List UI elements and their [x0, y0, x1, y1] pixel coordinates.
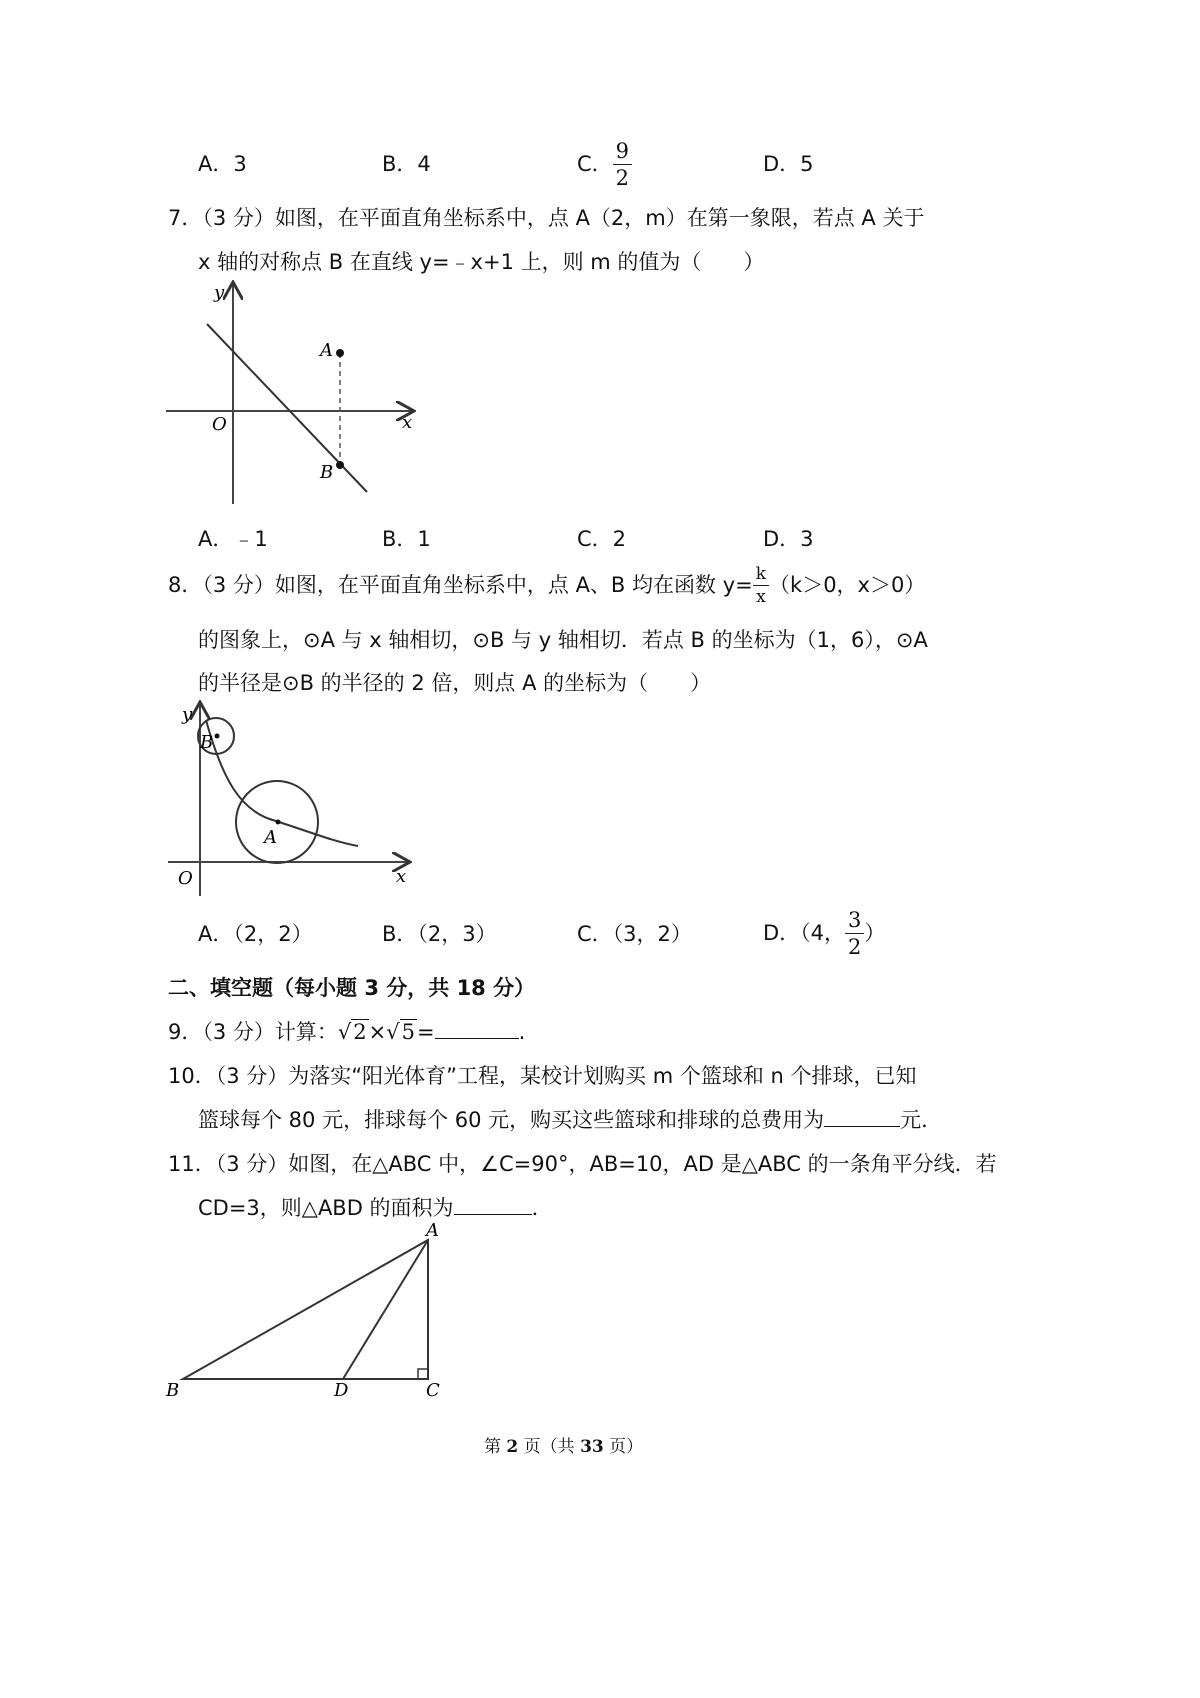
triangle-abc: [183, 1240, 428, 1379]
q11-text-line1: 11．（3 分）如图，在△ABC 中，∠C=90°，AB=10，AD 是△ABC 的一条角平分线．若: [168, 1152, 997, 1176]
point-a-label: A: [320, 340, 333, 361]
q7-text-line2: x 轴的对称点 B 在直线 y=﹣x+1 上，则 m 的值为（ ）: [198, 250, 765, 274]
q8-option-c: C．（3，2）: [577, 922, 692, 946]
q6-option-d: D．5: [763, 152, 814, 176]
origin-label: O: [178, 868, 193, 889]
q8-option-d-fraction: [845, 910, 864, 958]
footer-mid: 页（共: [518, 1437, 581, 1457]
footer-suffix: 页）: [603, 1437, 644, 1457]
page-footer: [484, 1432, 643, 1457]
q9-equals: =: [417, 1020, 435, 1044]
x-label: x: [396, 866, 407, 887]
section-2-title: 二、填空题（每小题: [168, 976, 365, 1000]
q9-end: .: [518, 1020, 526, 1044]
q8-option-d: [763, 910, 885, 958]
q9-prefix: 9．（3 分）计算：: [168, 1020, 338, 1044]
q8-option-d-suffix: ）: [864, 921, 886, 945]
sqrt-2: √2: [337, 1020, 367, 1044]
q11-line2-prefix: CD=3，则△ABD 的面积为: [198, 1196, 454, 1220]
q6-option-a: A．3: [198, 152, 247, 176]
point-b: [215, 734, 220, 739]
fraction-numerator: 9: [613, 141, 632, 165]
point-d-label: D: [334, 1380, 349, 1401]
fraction-numerator: k: [753, 566, 769, 586]
fraction-denominator: 2: [615, 166, 630, 190]
answer-blank: [435, 1020, 519, 1039]
q8-option-d-prefix: D．（4，: [763, 921, 846, 945]
q7-text-line1: 7．（3 分）如图，在平面直角坐标系中，点 A（2，m）在第一象限，若点 A 关于: [168, 206, 925, 230]
point-a-label: A: [264, 827, 277, 848]
page-number: 2: [506, 1437, 519, 1457]
q8-line1-suffix: （k＞0，x＞0）: [769, 573, 926, 597]
answer-blank: [824, 1108, 900, 1127]
q10-text-line1: 10．（3 分）为落实“阳光体育”工程，某校计划购买 m 个篮球和 n 个排球，已知: [168, 1064, 917, 1088]
fraction-numerator: 3: [845, 910, 864, 934]
q8-text-line3: 的半径是⊙B 的半径的 2 倍，则点 A 的坐标为（ ）: [198, 671, 712, 695]
q6-option-b: B．4: [382, 152, 431, 176]
section-2-points-each: 3: [364, 976, 379, 1000]
q11-figure: [160, 1220, 460, 1405]
q6-option-c: [577, 141, 632, 189]
q9-text: [168, 1016, 525, 1046]
vertex-b-label: B: [166, 1380, 180, 1401]
hyperbola-curve: [206, 720, 358, 846]
q7-option-b: B．1: [382, 527, 431, 551]
section-2-heading: [168, 972, 535, 1002]
page-total: 33: [580, 1437, 604, 1457]
right-angle-mark: [418, 1369, 428, 1379]
section-2-mid: 分，共: [378, 976, 457, 1000]
point-b-label: B: [200, 732, 214, 753]
q6-option-c-prefix: C．: [577, 152, 613, 176]
radicand: 5: [401, 1020, 416, 1044]
q8-k-over-x-fraction: [753, 566, 769, 606]
q7-figure: [160, 278, 420, 510]
x-label: x: [402, 412, 413, 433]
y-label: y: [182, 704, 193, 725]
radicand: 2: [353, 1020, 367, 1044]
bisector-ad: [343, 1240, 428, 1379]
point-b: [336, 461, 344, 469]
q7-option-c: C．2: [577, 527, 627, 551]
q7-option-a: A．﹣1: [198, 527, 268, 551]
section-2-end: 分）: [485, 976, 536, 1000]
q8-line1-prefix: 8．（3 分）如图，在平面直角坐标系中，点 A、B 均在函数 y=: [168, 573, 753, 597]
fraction-denominator: 2: [848, 935, 862, 959]
section-2-points-total: 18: [456, 976, 486, 1000]
y-label: y: [214, 282, 225, 303]
point-a: [336, 349, 344, 357]
q11-line2-suffix: ．: [531, 1196, 553, 1220]
fraction-denominator: x: [756, 587, 766, 607]
q6-option-c-fraction: [613, 141, 632, 189]
q8-text-line2: 的图象上，⊙A 与 x 轴相切，⊙B 与 y 轴相切．若点 B 的坐标为（1，6），⊙A: [198, 628, 928, 652]
q8-text-line1: [168, 566, 925, 606]
origin-label: O: [212, 414, 227, 435]
q8-option-a: A．（2，2）: [198, 922, 313, 946]
vertex-a-label: A: [426, 1220, 439, 1241]
q10-text-line2: [198, 1104, 942, 1134]
times-sign: ×: [368, 1020, 387, 1044]
point-b-label: B: [320, 462, 334, 483]
q10-line2-suffix: 元．: [900, 1108, 943, 1132]
point-a: [276, 820, 281, 825]
sqrt-5: √5: [386, 1020, 416, 1044]
q8-figure: [160, 700, 420, 900]
footer-prefix: 第: [484, 1437, 507, 1457]
vertex-c-label: C: [426, 1380, 440, 1401]
q11-text-line2: [198, 1192, 553, 1222]
q10-line2-prefix: 篮球每个 80 元，排球每个 60 元，购买这些篮球和排球的总费用为: [198, 1108, 825, 1132]
q8-option-b: B．（2，3）: [382, 922, 497, 946]
q7-option-d: D．3: [763, 527, 814, 551]
answer-blank: [454, 1196, 532, 1215]
